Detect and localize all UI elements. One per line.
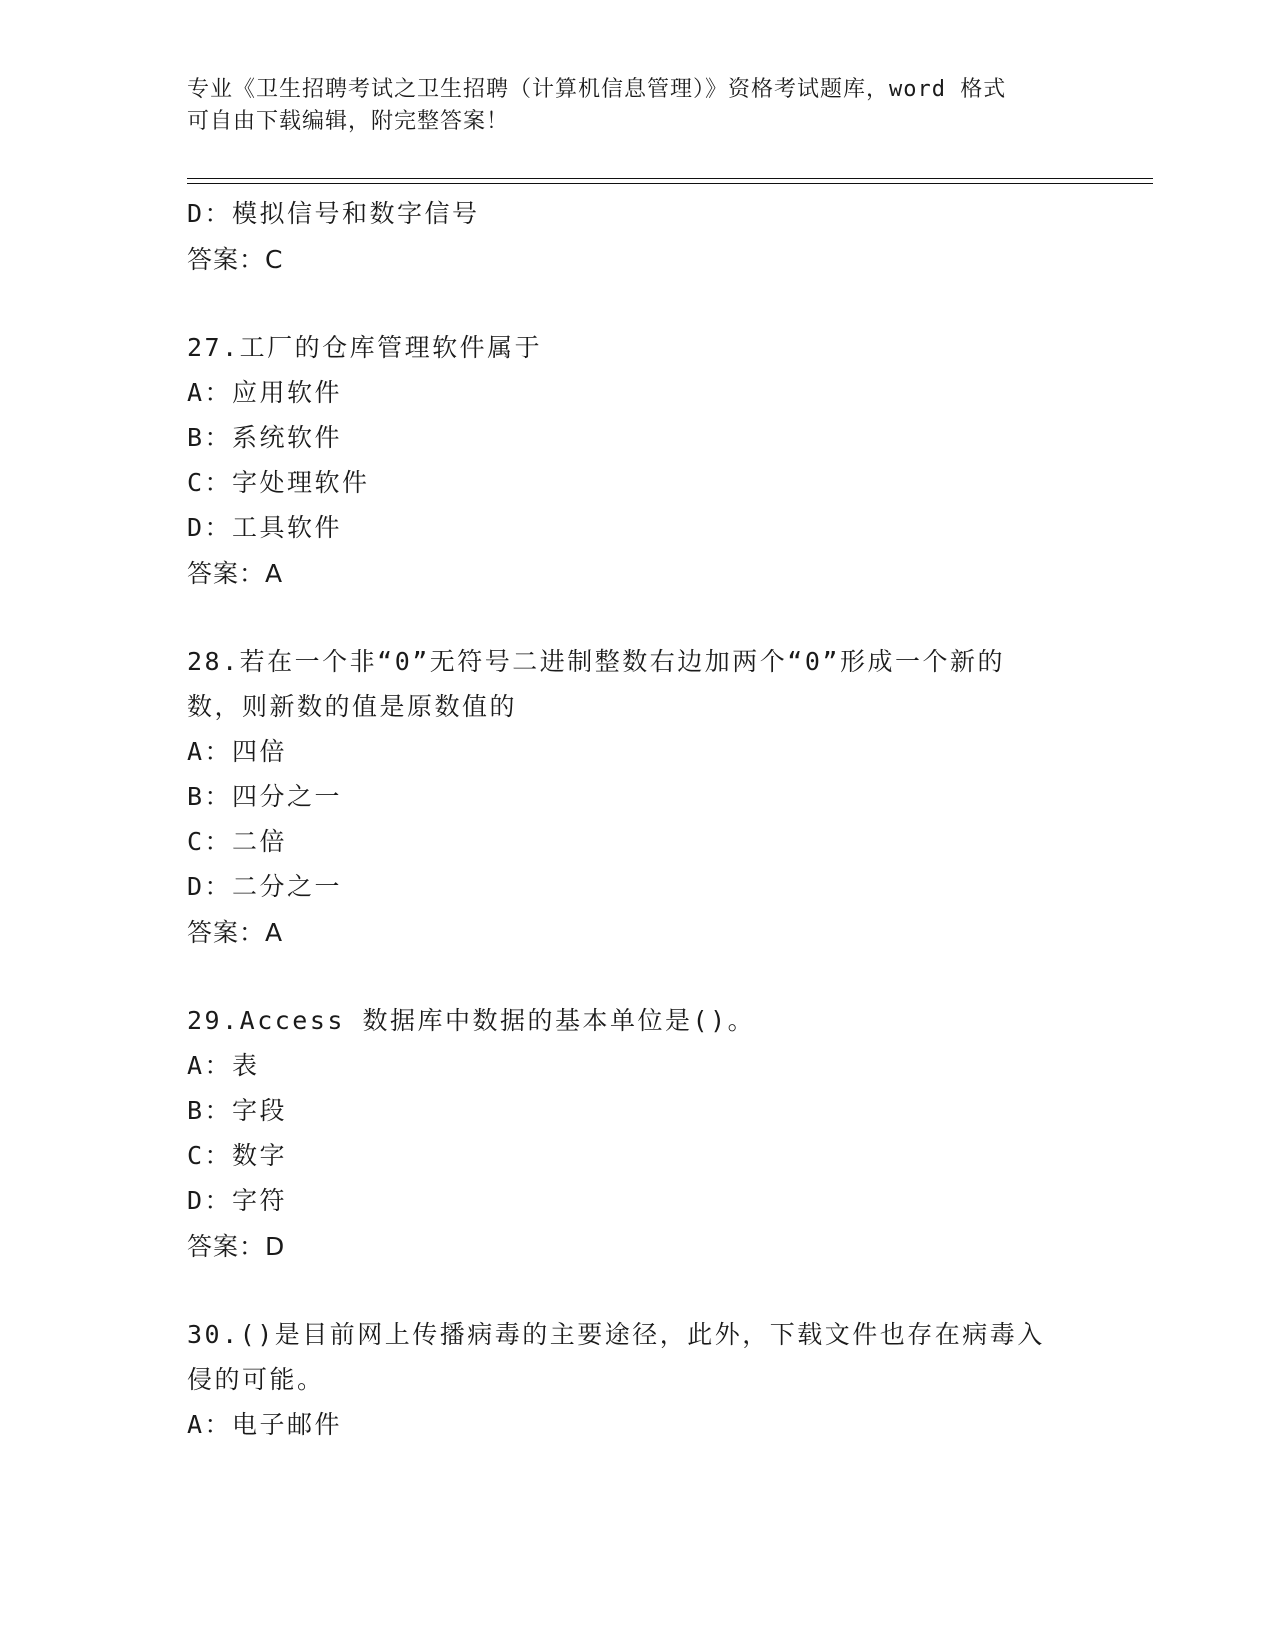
header-title-line-1: 专业《卫生招聘考试之卫生招聘（计算机信息管理）》资格考试题库，word 格式	[187, 77, 1007, 102]
question-30	[187, 1312, 1087, 1447]
question-30-text-line-1: 30.()是目前网上传播病毒的主要途径，此外，下载文件也存在病毒入	[187, 1320, 1045, 1349]
question-30-option-a: A：电子邮件	[187, 1410, 343, 1439]
question-29-text: 29.Access 数据库中数据的基本单位是()。	[187, 1006, 756, 1035]
question-28-option-d: D：二分之一	[187, 872, 343, 901]
question-29-option-c: C：数字	[187, 1141, 288, 1170]
question-29-option-b: B：字段	[187, 1096, 288, 1125]
question-28	[187, 639, 1087, 956]
question-27-option-a: A：应用软件	[187, 378, 343, 407]
header-divider-bottom	[187, 183, 1153, 184]
question-28-text-line-1: 28.若在一个非“0”无符号二进制整数右边加两个“0”形成一个新的	[187, 647, 1005, 676]
question-29-option-a: A：表	[187, 1051, 260, 1080]
question-29-option-d: D：字符	[187, 1186, 288, 1215]
question-28-option-b: B：四分之一	[187, 782, 343, 811]
question-27	[187, 325, 1087, 597]
spacer	[187, 283, 1087, 325]
question-27-option-d: D：工具软件	[187, 513, 343, 542]
question-29-answer: 答案：D	[187, 1232, 286, 1261]
previous-question-answer: 答案：C	[187, 245, 284, 274]
question-27-answer: 答案：A	[187, 559, 284, 588]
spacer	[187, 1270, 1087, 1312]
question-27-option-c: C：字处理软件	[187, 468, 370, 497]
question-28-option-a: A：四倍	[187, 737, 288, 766]
spacer	[187, 956, 1087, 998]
spacer	[187, 597, 1087, 639]
question-list	[187, 191, 1087, 1447]
previous-question-option-d: D：模拟信号和数字信号	[187, 199, 480, 228]
question-28-option-c: C：二倍	[187, 827, 288, 856]
question-27-option-b: B：系统软件	[187, 423, 343, 452]
question-30-text-line-2: 侵的可能。	[187, 1365, 325, 1394]
question-27-text: 27.工厂的仓库管理软件属于	[187, 333, 543, 362]
question-28-answer: 答案：A	[187, 918, 284, 947]
question-28-text-line-2: 数，则新数的值是原数值的	[187, 692, 518, 721]
header-title-line-2: 可自由下载编辑，附完整答案！	[187, 109, 510, 134]
document-header	[187, 74, 1067, 138]
header-divider-top	[187, 178, 1153, 179]
question-29	[187, 998, 1087, 1270]
